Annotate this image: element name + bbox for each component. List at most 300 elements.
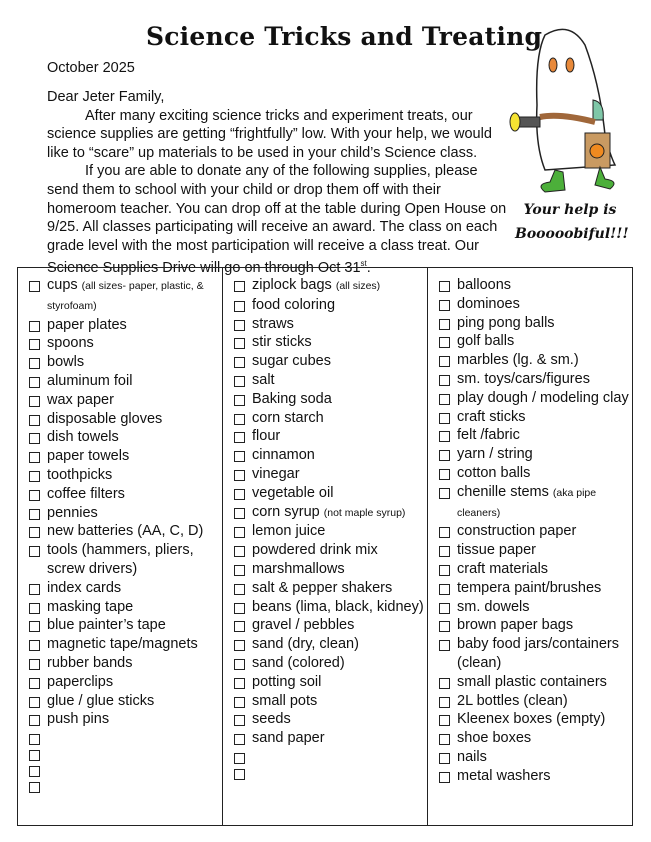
checkbox[interactable] [29,339,40,350]
item-text: index cards [47,579,122,596]
item-text: craft materials [457,560,549,577]
item-label [252,276,380,296]
checkbox[interactable] [29,640,40,651]
item-text: marshmallows [252,560,345,577]
item-note: (all sizes- paper, plastic, & styrofoam) [47,280,204,312]
item-label [47,353,84,372]
item-label [47,372,132,391]
checkbox[interactable] [234,697,245,708]
item-text: tools (hammers, pliers, screw drivers) [47,542,194,577]
item-label [47,485,125,504]
checkbox[interactable] [234,621,245,632]
item-text: baby food jars/containers (clean) [457,636,620,671]
item-label [252,409,324,428]
item-label [252,371,275,390]
item-text: corn syrup [252,503,320,520]
checklist-item [438,767,632,786]
item-text: paper plates [47,316,127,333]
item-label [457,560,548,579]
item-text: masking tape [47,598,134,615]
checkbox[interactable] [29,750,40,761]
item-text: nails [457,748,487,765]
checkbox[interactable] [439,281,450,292]
item-text: seeds [252,711,291,728]
checklist-item [28,353,222,372]
item-label [457,522,576,541]
checklist-item [233,764,427,780]
checklist-item [28,710,222,729]
checkbox[interactable] [29,546,40,557]
checklist-item [233,503,427,523]
checklist-item [233,427,427,446]
checklist-item [233,692,427,711]
checklist-item [233,484,427,503]
checkbox[interactable] [439,753,450,764]
checkbox[interactable] [439,621,450,632]
checkbox[interactable] [439,337,450,348]
checkbox[interactable] [234,451,245,462]
checklist-item [438,464,632,483]
checklist-item [233,371,427,390]
checkbox[interactable] [439,734,450,745]
checkbox[interactable] [234,769,245,780]
item-label [47,710,109,729]
checkbox[interactable] [439,640,450,651]
checkbox[interactable] [234,301,245,312]
item-label [457,692,568,711]
item-text: aluminum foil [47,372,133,389]
checkbox[interactable] [234,527,245,538]
checkbox[interactable] [439,697,450,708]
checklist-item [233,276,427,296]
checkbox[interactable] [439,584,450,595]
item-text: paperclips [47,673,114,690]
checkbox[interactable] [29,509,40,520]
checkbox[interactable] [234,659,245,670]
item-text: corn starch [252,409,324,426]
item-label [252,503,405,523]
item-text: sm. toys/cars/figures [457,370,590,387]
item-label [252,484,333,503]
item-text: sand (colored) [252,654,345,671]
page-title: Science Tricks and Treating [146,22,543,51]
item-label [457,710,605,729]
checklist-item [438,483,632,523]
item-text: metal washers [457,767,551,784]
checkbox[interactable] [234,320,245,331]
checkbox[interactable] [439,772,450,783]
checklist-item [233,654,427,673]
item-text: powdered drink mix [252,542,378,559]
item-label [457,767,550,786]
item-text: disposable gloves [47,410,163,427]
checkbox[interactable] [234,603,245,614]
checkbox[interactable] [29,471,40,482]
checklist-item [438,370,632,389]
checkbox[interactable] [234,376,245,387]
item-label [47,635,198,654]
checkbox[interactable] [234,753,245,764]
checklist-item [233,560,427,579]
item-label [457,464,530,483]
item-note: (not maple syrup) [323,506,406,519]
checklist-item [438,673,632,692]
item-label [252,315,294,334]
item-text: food coloring [252,296,336,313]
item-label [47,654,132,673]
paragraph-1: After many exciting science tricks and experiment treats, our science supplies are getting “frightfully” low. With your help, we would like to “scare” up materials to be used in your child’s Science class. [47,107,492,161]
item-text: toothpicks [47,466,113,483]
item-label [47,673,113,692]
checklist-item [438,616,632,635]
item-label [252,616,354,635]
checklist-item [233,748,427,764]
checklist-item [438,635,632,673]
item-text: chenille stems [457,483,549,500]
item-label [457,426,520,445]
checkbox[interactable] [439,300,450,311]
supply-checklist [17,267,633,826]
item-label [457,729,531,748]
item-text: sm. dowels [457,598,530,615]
checkbox[interactable] [29,782,40,793]
checklist-item [438,389,632,408]
item-label [252,692,317,711]
item-text: Kleenex boxes (empty) [457,711,606,728]
checklist-item [438,314,632,333]
item-text: cinnamon [252,447,315,464]
item-label [47,616,166,635]
ghost-illustration [505,25,625,195]
supply-column-3 [428,268,632,825]
checklist-item [233,673,427,692]
item-label [457,483,632,523]
item-text: salt [252,371,275,388]
item-text: beans (lima, black, kidney) [252,598,424,615]
checkbox[interactable] [29,603,40,614]
item-text: new batteries (AA, C, D) [47,523,204,540]
item-text: stir sticks [252,334,312,351]
checklist-item [438,541,632,560]
item-text: small pots [252,692,318,709]
checkbox[interactable] [29,715,40,726]
item-text: wax paper [47,391,114,408]
item-text: pennies [47,504,98,521]
checkbox[interactable] [29,358,40,369]
checkbox[interactable] [29,734,40,745]
checkbox[interactable] [234,470,245,481]
checkbox[interactable] [439,546,450,557]
item-label [252,427,280,446]
item-label [457,445,533,464]
checkbox[interactable] [439,678,450,689]
checkbox[interactable] [29,659,40,670]
item-label [252,710,291,729]
checklist-item [28,673,222,692]
checkbox[interactable] [234,565,245,576]
item-label [252,635,359,654]
item-text: spoons [47,335,94,352]
item-label [457,351,579,370]
checklist-item [438,729,632,748]
item-text: blue painter’s tape [47,617,166,634]
checkbox[interactable] [439,375,450,386]
checkbox[interactable] [29,281,40,292]
checkbox[interactable] [234,734,245,745]
checklist-item [438,445,632,464]
checklist-item [28,334,222,353]
item-text: shoe boxes [457,730,532,747]
item-text: cups [47,277,78,293]
item-text: tissue paper [457,542,536,559]
checklist-item [28,391,222,410]
checkbox[interactable] [439,565,450,576]
checkbox[interactable] [439,356,450,367]
item-label [252,579,392,598]
checkbox[interactable] [29,621,40,632]
checkbox[interactable] [234,678,245,689]
checklist-item [28,598,222,617]
checkbox[interactable] [29,584,40,595]
item-text: small plastic containers [457,673,607,690]
checklist-item [233,296,427,315]
checkbox[interactable] [234,489,245,500]
checkbox[interactable] [439,394,450,405]
item-label [457,635,632,673]
item-label [457,598,530,617]
item-label [457,370,590,389]
letter-date: October 2025 [47,60,135,76]
item-label [252,390,332,409]
item-label [47,598,133,617]
checkbox[interactable] [234,338,245,349]
checkbox[interactable] [439,431,450,442]
checkbox[interactable] [29,697,40,708]
item-label [252,522,325,541]
checkbox[interactable] [29,527,40,538]
checklist-item [438,351,632,370]
checkbox[interactable] [234,414,245,425]
paragraph-2 [47,162,512,277]
item-label [47,541,222,579]
letter-body [47,88,512,278]
item-label [47,391,114,410]
item-label [457,616,573,635]
checklist-item [28,372,222,391]
item-label [47,692,154,711]
checklist-item [438,522,632,541]
checklist-item [233,635,427,654]
checkbox[interactable] [29,490,40,501]
slogan [515,198,629,246]
checkbox[interactable] [29,433,40,444]
supply-column-1 [18,268,223,825]
checkbox[interactable] [29,415,40,426]
superscript: st [360,259,367,269]
item-text: push pins [47,711,110,728]
checklist-item [28,316,222,335]
item-note: (aka pipe cleaners) [457,486,597,519]
item-text: lemon juice [252,523,326,540]
item-text: 2L bottles (clean) [457,692,568,709]
checklist-item [233,522,427,541]
checkbox[interactable] [29,396,40,407]
checklist-item [438,408,632,427]
item-label [457,295,520,314]
item-label [47,466,112,485]
item-label [252,598,424,617]
checklist-item [233,352,427,371]
checkbox[interactable] [439,715,450,726]
item-label [47,276,222,316]
checklist-item [28,541,222,579]
checkbox[interactable] [234,432,245,443]
item-text: gravel / pebbles [252,617,355,634]
item-label [47,316,127,335]
checklist-item [233,333,427,352]
checklist-item [28,635,222,654]
item-text: felt /fabric [457,427,520,444]
item-label [47,447,129,466]
item-label [252,333,312,352]
checklist-item [28,616,222,635]
checklist-item [233,729,427,748]
checkbox[interactable] [234,584,245,595]
checklist-item [438,710,632,729]
item-label [252,446,315,465]
item-text: vegetable oil [252,484,334,501]
item-text: ping pong balls [457,314,555,331]
item-text: dominoes [457,295,520,312]
supply-column-2 [223,268,428,825]
checklist-item [438,579,632,598]
item-text: cotton balls [457,464,531,481]
checklist-item [28,579,222,598]
item-text: yarn / string [457,446,533,463]
item-text: salt & pepper shakers [252,579,393,596]
checklist-item [233,541,427,560]
item-text: potting soil [252,673,322,690]
item-label [47,428,119,447]
greeting: Dear Jeter Family, [47,89,165,105]
paragraph-2-end: . [366,260,371,277]
item-label [47,504,98,523]
checklist-item [438,332,632,351]
item-text: glue / glue sticks [47,692,155,709]
checklist-item [28,761,222,777]
checklist-item [28,504,222,523]
item-label [47,522,203,541]
checkbox[interactable] [29,678,40,689]
item-text: vinegar [252,465,300,482]
checkbox[interactable] [234,546,245,557]
item-text: bowls [47,354,85,371]
checkbox[interactable] [234,715,245,726]
checklist-item [233,315,427,334]
checkbox[interactable] [439,450,450,461]
item-note: (all sizes) [335,280,381,292]
checklist-item [438,426,632,445]
checkbox[interactable] [439,527,450,538]
item-label [252,296,335,315]
item-text: play dough / modeling clay [457,389,629,406]
checkbox[interactable] [439,488,450,499]
checkbox[interactable] [439,319,450,330]
checklist-item [28,485,222,504]
checklist-item [233,390,427,409]
item-text: marbles (lg. & sm.) [457,352,579,369]
checklist-item [438,748,632,767]
checklist-item [438,560,632,579]
checklist-item [233,409,427,428]
item-label [252,560,345,579]
item-text: brown paper bags [457,617,574,634]
item-text: craft sticks [457,408,526,425]
checkbox[interactable] [29,377,40,388]
item-label [252,541,378,560]
checklist-item [28,745,222,761]
checklist-item [28,410,222,429]
item-label [47,579,121,598]
checkbox[interactable] [234,281,245,292]
checklist-item [438,276,632,295]
checkbox[interactable] [439,469,450,480]
checklist-item [233,579,427,598]
item-text: Baking soda [252,390,332,407]
checkbox[interactable] [439,603,450,614]
item-text: dish towels [47,429,119,446]
checkbox[interactable] [234,395,245,406]
item-label [252,465,300,484]
checkbox[interactable] [439,413,450,424]
checklist-item [438,295,632,314]
slogan-line-1: Your help is [523,202,617,218]
item-text: coffee filters [47,485,125,502]
checklist-item [28,692,222,711]
checkbox[interactable] [29,766,40,777]
item-label [252,673,321,692]
paragraph-2-text: If you are able to donate any of the following supplies, please send them to school with your child or drop them off with their homeroom teacher. You can drop off at the table during Open House on 9/25. All classes participating will receive an award. The class on each grade level with the most participation will receive a class treat. Our Science Supplies Drive will go on through Oct 31 [47,163,507,277]
checkbox[interactable] [29,452,40,463]
item-text: sugar cubes [252,353,331,370]
item-label [252,654,345,673]
checklist-item [28,466,222,485]
item-label [457,276,511,295]
checklist-item [233,616,427,635]
item-label [457,579,601,598]
checklist-item [233,465,427,484]
checkbox[interactable] [234,640,245,651]
checklist-item [438,692,632,711]
checkbox[interactable] [234,508,245,519]
item-label [457,389,629,408]
item-text: magnetic tape/magnets [47,636,198,653]
checkbox[interactable] [234,357,245,368]
slogan-line-2: Booooobiful!!! [515,226,629,242]
checkbox[interactable] [29,321,40,332]
checklist-item [28,428,222,447]
item-label [457,332,514,351]
item-text: construction paper [457,523,577,540]
checklist-item [28,276,222,316]
item-text: paper towels [47,448,130,465]
checklist-item [233,446,427,465]
item-label [457,673,607,692]
item-text: flour [252,428,281,445]
checklist-item [233,598,427,617]
item-label [457,408,525,427]
checklist-item [28,777,222,793]
